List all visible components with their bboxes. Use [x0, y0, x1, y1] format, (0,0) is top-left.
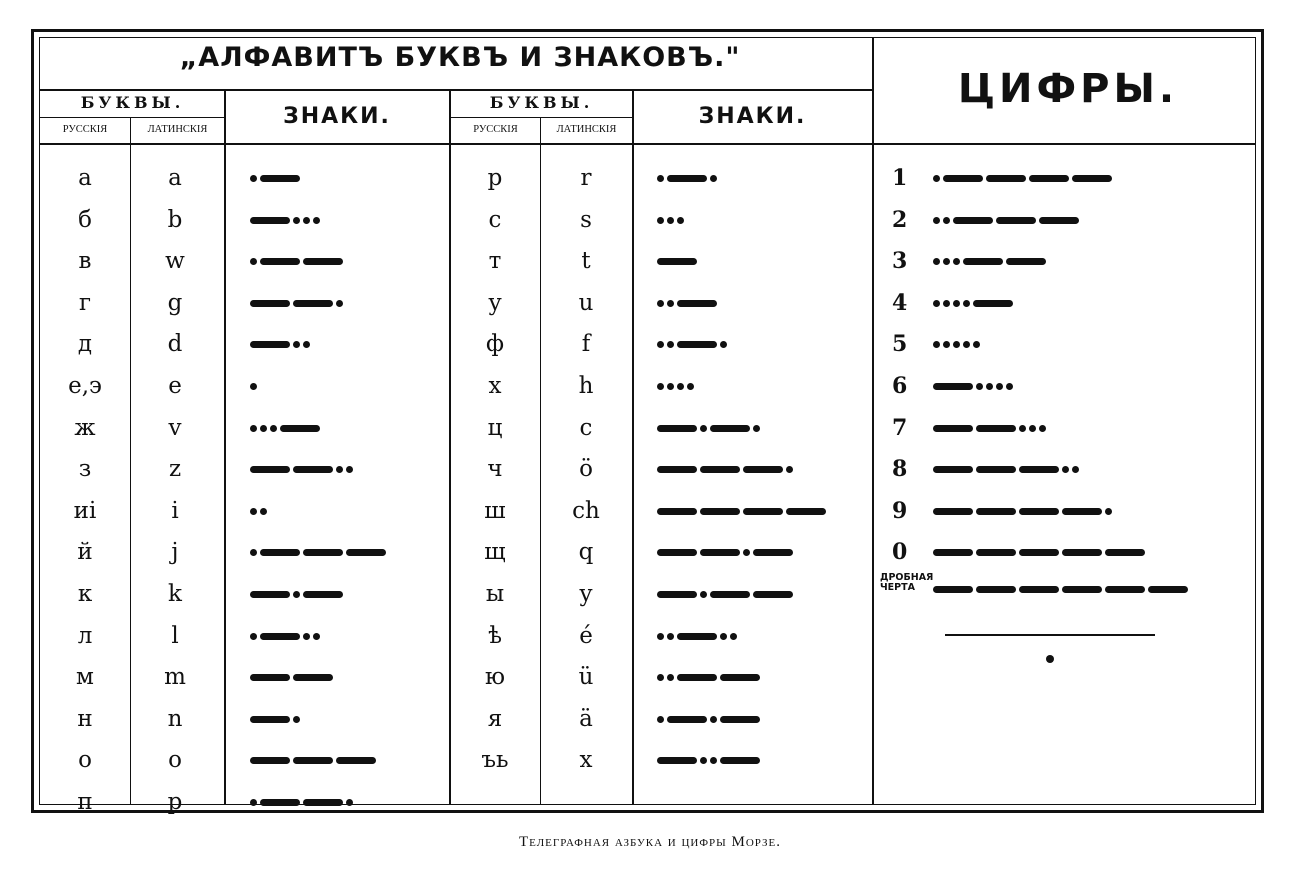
morse-dash [250, 466, 290, 473]
morse-dot [250, 425, 257, 432]
morse-dot [313, 217, 320, 224]
latin-letter: a [168, 165, 182, 191]
latin-letter: f [581, 331, 591, 357]
morse-dot [657, 633, 664, 640]
morse-code [933, 496, 1112, 526]
morse-dot [700, 591, 707, 598]
morse-dot [720, 341, 727, 348]
russian-letter: иi [73, 498, 97, 524]
morse-code [250, 537, 386, 567]
morse-dot [293, 217, 300, 224]
morse-dot [657, 175, 664, 182]
morse-dash [346, 549, 386, 556]
latin-letter: t [581, 248, 591, 274]
morse-dash [667, 175, 707, 182]
latin-letter: v [168, 415, 182, 441]
latin-letter: g [167, 290, 183, 316]
digit-label: 6 [892, 373, 908, 399]
morse-code [657, 496, 826, 526]
morse-code [250, 371, 257, 401]
morse-dot [667, 383, 674, 390]
morse-code [657, 163, 717, 193]
morse-dot [1105, 508, 1112, 515]
morse-dash [1019, 586, 1059, 593]
fraction-dot [1046, 655, 1054, 663]
russian-letter: ъь [481, 747, 509, 773]
morse-dot [933, 175, 940, 182]
right-signs-divider [632, 91, 634, 805]
morse-dot [700, 425, 707, 432]
middle-divider [449, 91, 451, 805]
morse-code [657, 329, 727, 359]
morse-dot [1072, 466, 1079, 473]
morse-dot [963, 341, 970, 348]
morse-dot [710, 716, 717, 723]
morse-dash [677, 633, 717, 640]
morse-dot [303, 633, 310, 640]
morse-dash [250, 300, 290, 307]
morse-dot [986, 383, 993, 390]
latin-letter: k [168, 581, 182, 607]
right-signs-header: ЗНАКИ. [698, 104, 807, 129]
morse-dot [1039, 425, 1046, 432]
morse-dash [250, 341, 290, 348]
morse-dash [1039, 217, 1079, 224]
russian-letter: д [77, 331, 93, 357]
russian-letter: я [487, 706, 503, 732]
page-title: „АЛФАВИТЪ БУКВЪ И ЗНАКОВЪ." [179, 42, 741, 73]
morse-code [933, 371, 1013, 401]
morse-code [657, 579, 793, 609]
morse-dot [346, 466, 353, 473]
morse-dot [667, 217, 674, 224]
morse-dot [1029, 425, 1036, 432]
morse-dot [293, 716, 300, 723]
morse-dot [250, 258, 257, 265]
latin-letter: ö [579, 456, 593, 482]
latin-letter: q [578, 539, 594, 565]
left-russian-header: РУССКIЯ [62, 124, 108, 135]
russian-letter: ы [485, 581, 505, 607]
morse-dot [250, 633, 257, 640]
morse-dash [1019, 549, 1059, 556]
morse-dot [250, 508, 257, 515]
morse-dot [657, 217, 664, 224]
morse-dash [1029, 175, 1069, 182]
morse-code [933, 454, 1079, 484]
morse-dot [336, 300, 343, 307]
morse-dash [657, 508, 697, 515]
morse-dot [250, 175, 257, 182]
latin-letter: ü [578, 664, 594, 690]
morse-dash [710, 425, 750, 432]
morse-dash [1019, 466, 1059, 473]
morse-dot [933, 258, 940, 265]
fraction-label-line1: ДРОБНАЯ [880, 572, 934, 583]
morse-dot [710, 175, 717, 182]
morse-code [933, 537, 1145, 567]
morse-dash [996, 217, 1036, 224]
morse-dash [1072, 175, 1112, 182]
digit-label: 2 [892, 207, 908, 233]
morse-dash [260, 799, 300, 806]
morse-dash [933, 425, 973, 432]
morse-dash [720, 674, 760, 681]
latin-letter: m [164, 664, 186, 690]
right-lang-divider [540, 118, 541, 805]
morse-dot [730, 633, 737, 640]
morse-dash [657, 591, 697, 598]
russian-letter: у [488, 290, 502, 316]
morse-dot [657, 300, 664, 307]
morse-dash [657, 425, 697, 432]
digit-label: 1 [892, 165, 908, 191]
morse-dot [260, 508, 267, 515]
morse-code [933, 246, 1046, 276]
morse-dash [1062, 586, 1102, 593]
morse-dot [687, 383, 694, 390]
morse-dot [667, 300, 674, 307]
russian-letter: й [77, 539, 93, 565]
morse-code [250, 205, 320, 235]
morse-dash [976, 586, 1016, 593]
morse-dash [933, 549, 973, 556]
morse-code [250, 787, 353, 817]
morse-dot [667, 633, 674, 640]
fraction-morse-code [933, 574, 1188, 604]
fraction-bar [945, 634, 1155, 636]
morse-dash [303, 799, 343, 806]
russian-letter: с [488, 207, 502, 233]
morse-dash [303, 549, 343, 556]
morse-dash [260, 258, 300, 265]
digit-label: 4 [892, 290, 908, 316]
morse-dash [250, 716, 290, 723]
morse-code [250, 413, 320, 443]
morse-code [250, 496, 267, 526]
russian-letter: з [78, 456, 92, 482]
left-signs-header: ЗНАКИ. [283, 104, 391, 129]
morse-dot [1006, 383, 1013, 390]
russian-letter: г [78, 290, 92, 316]
morse-dash [700, 549, 740, 556]
morse-code [933, 205, 1079, 235]
morse-dot [710, 757, 717, 764]
morse-code [657, 745, 760, 775]
latin-letter: é [579, 623, 593, 649]
morse-dash [293, 466, 333, 473]
morse-dot [953, 341, 960, 348]
table-inner-border [39, 37, 1256, 805]
morse-dash [976, 549, 1016, 556]
morse-dot [953, 300, 960, 307]
morse-dash [933, 586, 973, 593]
morse-dash [293, 300, 333, 307]
morse-dot [677, 383, 684, 390]
morse-dash [786, 508, 826, 515]
morse-dash [743, 508, 783, 515]
morse-dash [753, 591, 793, 598]
morse-dash [943, 175, 983, 182]
morse-dot [720, 633, 727, 640]
morse-dash [1019, 508, 1059, 515]
morse-code [250, 329, 310, 359]
fraction-label-line2: ЧЕРТА [880, 582, 915, 593]
morse-dash [933, 508, 973, 515]
latin-letter: l [171, 623, 179, 649]
digit-label: 8 [892, 456, 908, 482]
morse-dot [270, 425, 277, 432]
morse-dash [336, 757, 376, 764]
morse-dash [657, 258, 697, 265]
latin-letter: o [168, 747, 182, 773]
russian-letter: ѣ [488, 623, 502, 649]
morse-dot [250, 549, 257, 556]
morse-code [933, 163, 1112, 193]
morse-dot [260, 425, 267, 432]
digit-label: 7 [892, 415, 908, 441]
latin-letter: ä [579, 706, 593, 732]
russian-letter: ж [74, 415, 96, 441]
latin-letter: n [167, 706, 183, 732]
morse-dot [293, 341, 300, 348]
morse-dot [657, 716, 664, 723]
left-latin-header: ЛАТИНСКIЯ [147, 124, 208, 135]
morse-dot [657, 674, 664, 681]
russian-letter: н [77, 706, 93, 732]
morse-dash [700, 508, 740, 515]
morse-dash [1148, 586, 1188, 593]
morse-dash [303, 258, 343, 265]
morse-dot [943, 258, 950, 265]
left-letters-header: БУКВЫ. [80, 93, 185, 112]
morse-dot [933, 341, 940, 348]
morse-dash [677, 341, 717, 348]
morse-dash [657, 549, 697, 556]
morse-dash [700, 466, 740, 473]
morse-code [933, 288, 1013, 318]
morse-dash [1062, 508, 1102, 515]
morse-code [657, 288, 717, 318]
latin-letter: x [579, 747, 593, 773]
morse-dash [973, 300, 1013, 307]
morse-dash [260, 549, 300, 556]
latin-letter: j [171, 539, 179, 565]
morse-dash [303, 591, 343, 598]
morse-dot [250, 799, 257, 806]
morse-dash [1062, 549, 1102, 556]
morse-dash [250, 674, 290, 681]
latin-letter: e [168, 373, 182, 399]
right-russian-header: РУССКIЯ [473, 124, 518, 135]
digit-label: 5 [892, 331, 908, 357]
morse-code [657, 621, 737, 651]
title-underline [39, 89, 873, 91]
morse-dot [753, 425, 760, 432]
russian-letter: о [78, 747, 92, 773]
morse-dot [1019, 425, 1026, 432]
russian-letter: м [76, 664, 94, 690]
morse-dash [657, 466, 697, 473]
morse-dot [313, 633, 320, 640]
morse-dash [976, 425, 1016, 432]
morse-code [250, 745, 376, 775]
digit-label: 3 [892, 248, 908, 274]
morse-dot [303, 217, 310, 224]
morse-dash [963, 258, 1003, 265]
russian-letter: т [488, 248, 502, 274]
morse-code [250, 288, 343, 318]
header-underline [39, 143, 1256, 145]
morse-dot [933, 217, 940, 224]
morse-dot [677, 217, 684, 224]
morse-code [657, 454, 793, 484]
morse-code [657, 413, 760, 443]
morse-dot [250, 383, 257, 390]
morse-dash [250, 591, 290, 598]
digits-title: ЦИФРЫ. [957, 66, 1179, 112]
latin-letter: s [580, 207, 592, 233]
morse-dot [973, 341, 980, 348]
right-letters-header: БУКВЫ. [489, 93, 594, 112]
morse-code [250, 163, 300, 193]
morse-dot [933, 300, 940, 307]
latin-letter: z [168, 456, 182, 482]
morse-dash [293, 757, 333, 764]
morse-dot [667, 341, 674, 348]
morse-dash [743, 466, 783, 473]
morse-dot [667, 674, 674, 681]
latin-letter: r [580, 165, 592, 191]
latin-letter: c [579, 415, 593, 441]
morse-dot [786, 466, 793, 473]
morse-code [250, 454, 353, 484]
morse-dash [250, 757, 290, 764]
russian-letter: ю [484, 664, 506, 690]
morse-dot [943, 300, 950, 307]
morse-dot [346, 799, 353, 806]
latin-letter: y [579, 581, 593, 607]
figure-caption: Телеграфная азбука и цифры Морзе. [518, 834, 782, 850]
morse-dot [336, 466, 343, 473]
morse-dash [250, 217, 290, 224]
morse-dash [933, 466, 973, 473]
morse-dot [303, 341, 310, 348]
morse-dash [1105, 549, 1145, 556]
morse-dash [953, 217, 993, 224]
morse-dash [720, 716, 760, 723]
russian-letter: к [77, 581, 93, 607]
russian-letter: п [77, 789, 93, 815]
morse-dot [743, 549, 750, 556]
morse-dash [677, 674, 717, 681]
morse-code [933, 413, 1046, 443]
russian-letter: б [78, 207, 92, 233]
morse-dash [720, 757, 760, 764]
morse-dot [943, 341, 950, 348]
morse-dash [933, 383, 973, 390]
right-bukvy-underline [451, 117, 632, 118]
latin-letter: p [167, 789, 183, 815]
morse-code [250, 621, 320, 651]
fraction-label [880, 573, 933, 593]
russian-letter: ш [484, 498, 506, 524]
morse-dash [657, 757, 697, 764]
morse-dash [976, 508, 1016, 515]
morse-code [250, 704, 300, 734]
latin-letter: d [167, 331, 183, 357]
morse-code [657, 537, 793, 567]
morse-dash [280, 425, 320, 432]
russian-letter: в [78, 248, 92, 274]
morse-code [657, 205, 684, 235]
right-latin-header: ЛАТИНСКIЯ [556, 124, 617, 135]
latin-letter: u [578, 290, 594, 316]
left-signs-divider [224, 91, 226, 805]
russian-letter: е,э [68, 373, 102, 399]
russian-letter: ц [487, 415, 503, 441]
latin-letter: i [171, 498, 179, 524]
morse-dot [943, 217, 950, 224]
russian-letter: р [487, 165, 503, 191]
digit-label: 9 [892, 498, 908, 524]
morse-code [250, 246, 343, 276]
digits-divider [872, 37, 874, 805]
morse-dash [1006, 258, 1046, 265]
russian-letter: л [77, 623, 93, 649]
morse-dot [1062, 466, 1069, 473]
morse-dash [1105, 586, 1145, 593]
morse-code [657, 704, 760, 734]
morse-dot [963, 300, 970, 307]
latin-letter: b [167, 207, 183, 233]
morse-dash [667, 716, 707, 723]
morse-dash [986, 175, 1026, 182]
morse-dash [976, 466, 1016, 473]
morse-code [250, 579, 343, 609]
morse-code [657, 246, 697, 276]
morse-dot [976, 383, 983, 390]
morse-dash [710, 591, 750, 598]
russian-letter: х [488, 373, 502, 399]
russian-letter: ч [487, 456, 503, 482]
morse-dot [657, 341, 664, 348]
morse-code [250, 662, 333, 692]
morse-dash [260, 633, 300, 640]
morse-code [657, 371, 694, 401]
morse-dot [996, 383, 1003, 390]
russian-letter: а [78, 165, 92, 191]
russian-letter: ф [485, 331, 504, 357]
morse-dot [657, 383, 664, 390]
latin-letter: w [165, 248, 185, 274]
latin-letter: h [578, 373, 594, 399]
morse-dot [953, 258, 960, 265]
digit-label: 0 [892, 539, 908, 565]
morse-code [933, 329, 980, 359]
left-bukvy-underline [39, 117, 224, 118]
latin-letter: ch [572, 498, 600, 524]
morse-dot [293, 591, 300, 598]
russian-letter: щ [484, 539, 506, 565]
morse-dash [677, 300, 717, 307]
morse-code [657, 662, 760, 692]
morse-dash [753, 549, 793, 556]
morse-dash [293, 674, 333, 681]
morse-dash [260, 175, 300, 182]
morse-dot [700, 757, 707, 764]
